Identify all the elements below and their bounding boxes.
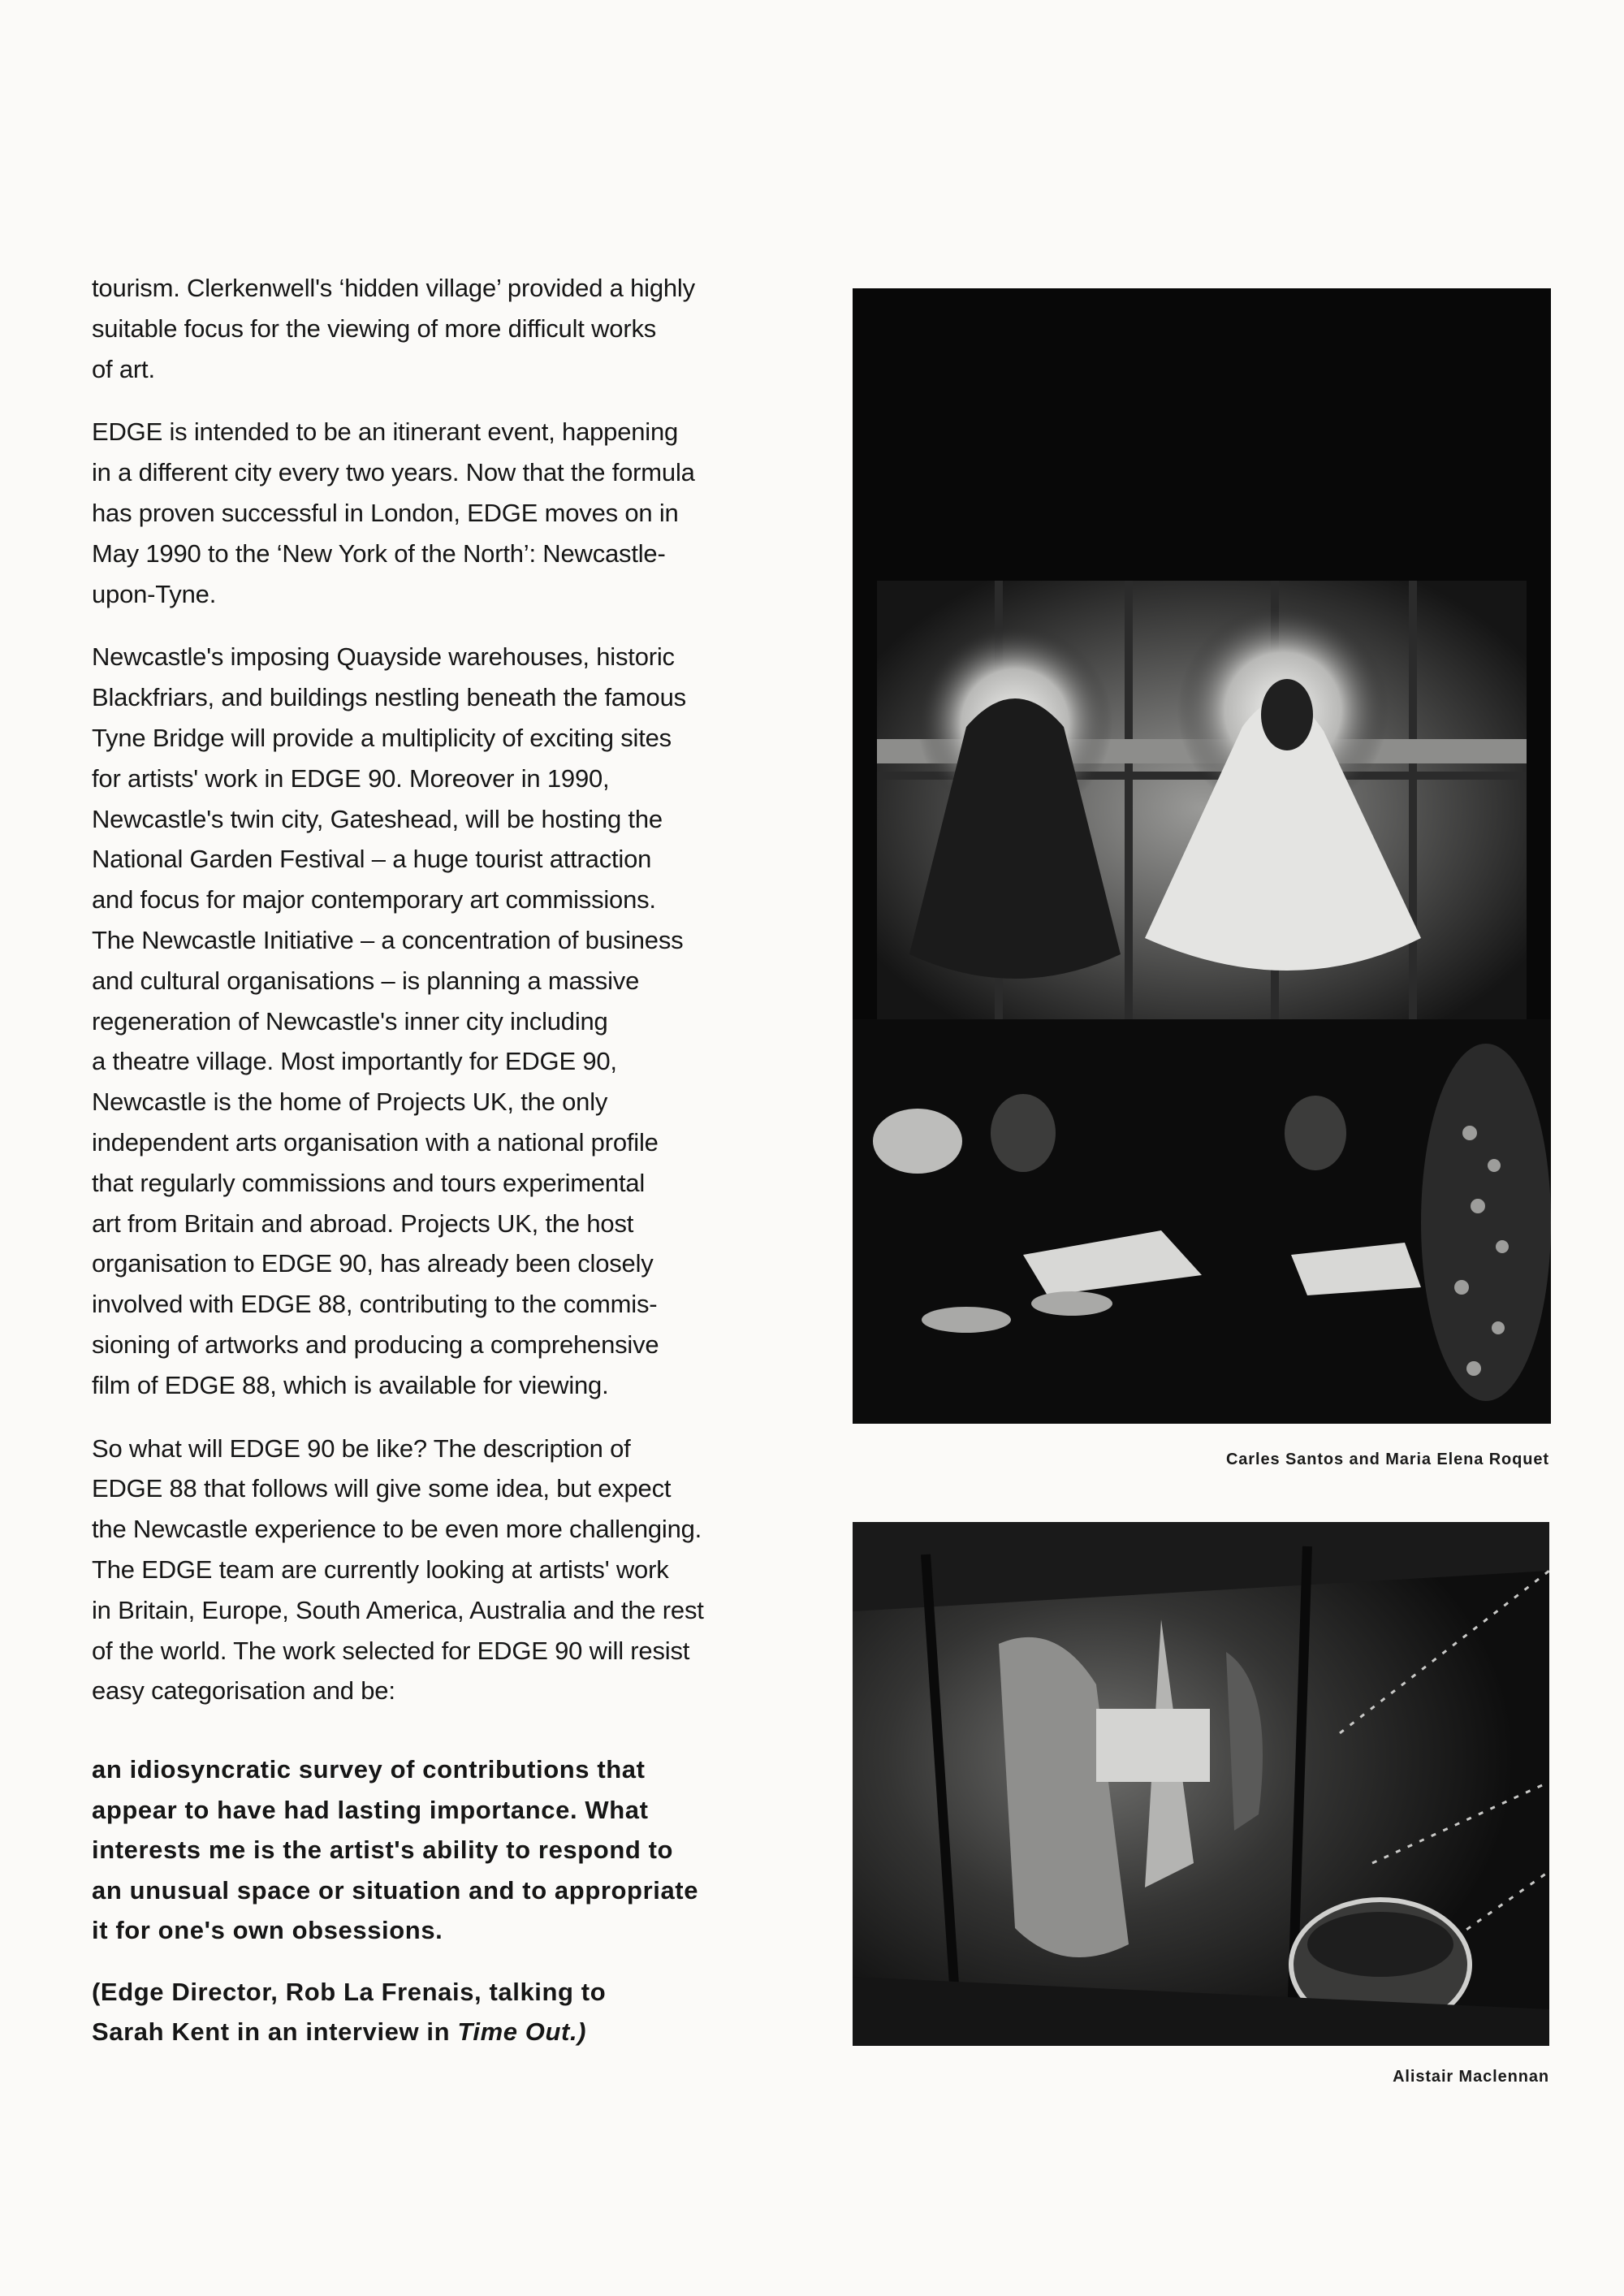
quote-attribution: [92, 1972, 814, 2052]
caption-performance-photo: Carles Santos and Maria Elena Roquet: [1225, 1451, 1549, 1468]
paragraph-edge-90: So what will EDGE 90 be like? The description of EDGE 88 that follows will give some idea, but expect the Newcastle experience to be even more challenging. The EDGE team are currently looking at artists' work in Britain, Europe, South America, Australia and the rest of the world. The work selected for EDGE 90 will resist easy categorisation and be:: [92, 1433, 704, 1706]
quote-text: an idiosyncratic survey of contributions that appear to have had lasting importance. What interests me is the artist's ability to respond to an unusual space or situation and to appropriate it for one's own obsessions.: [92, 1755, 699, 1944]
paragraph-itinerant-event: EDGE is intended to be an itinerant event, happening in a different city every two years. Now that the formula has proven successful in London, EDGE moves on in May 1990 to the ‘New York of the North’: Newcastle- upon-Tyne.: [92, 417, 695, 608]
installation-photo-image: [853, 1522, 1549, 2046]
pull-quote: [92, 1749, 814, 2073]
paragraph-tourism: tourism. Clerkenwell's ‘hidden village’ provided a highly suitable focus for the viewing of more difficult works of art.: [92, 274, 695, 383]
attribution-source: Time Out.): [457, 2017, 587, 2046]
article-body: [92, 268, 814, 1734]
installation-photo: [853, 1522, 1549, 2046]
attribution-prefix: (Edge Director, Rob La Frenais, talking to Sarah Kent in an interview in: [92, 1977, 607, 2046]
caption-installation-photo: Alistair Maclennan: [1393, 2068, 1549, 2086]
performance-photo-image: [853, 288, 1551, 1424]
paragraph-newcastle: Newcastle's imposing Quayside warehouses, historic Blackfriars, and buildings nestling beneath the famous Tyne Bridge will provide a multiplicity of exciting sites for artists' work in EDGE 90. Moreover in 1990, Newcastle's twin city, Gateshead, will be hosting the National Garden Festival – a huge tourist attraction and focus for major contemporary art commissions. The Newcastle Initiative – a concentration of business and cultural organisations – is planning a massive regeneration of Newcastle's inner city including a theatre village. Most importantly for EDGE 90, Newcastle is the home of Projects UK, the only independent arts organisation with a national profile that regularly commissions and tours experimental art from Britain and abroad. Projects UK, the host organisation to EDGE 90, has already been closely involved with EDGE 88, contributing to the commis- sioning of artworks and producing a comprehensive film of EDGE 88, which is available for viewing.: [92, 642, 686, 1399]
performance-photo: [853, 288, 1551, 1424]
